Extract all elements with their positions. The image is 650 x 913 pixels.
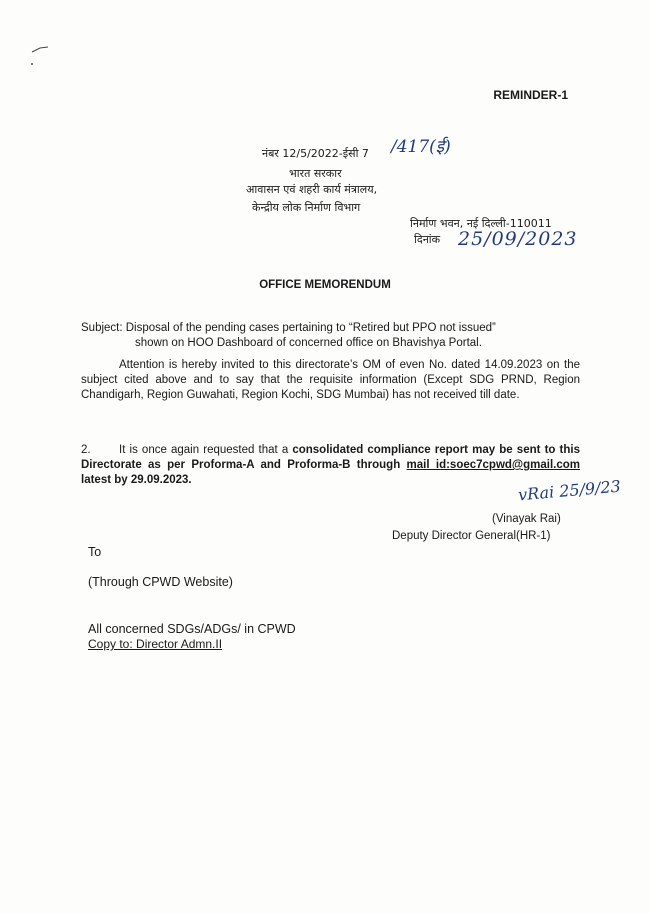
subject-line-2: shown on HOO Dashboard of concerned office on Bhavishya Portal.: [135, 337, 482, 349]
memo-title: OFFICE MEMORENDUM: [259, 279, 391, 291]
date-label: दिनांक: [414, 233, 441, 246]
signature-scrawl: vRai 25/9/23: [517, 476, 622, 505]
paragraph-2-bold: consolidated compliance report may be sent to this Directorate as per Proforma-A and Proforma-B through: [81, 444, 580, 471]
date-handwritten: 25/09/2023: [458, 228, 578, 250]
paragraph-1: Attention is hereby invited to this directorate’s OM of even No. dated 14.09.2023 on the subject cited above and to say that the requisite information (Except SDG PRND, Region Chandigarh, Region Guwahati, Region Kochi, SDG Mumbai) has not received till date.: [81, 359, 580, 401]
signatory-name: (Vinayak Rai): [492, 513, 561, 525]
subject-block: [81, 321, 581, 351]
paragraph-2-plain: It is once again requested that a: [119, 444, 293, 456]
reminder-label: REMINDER-1: [493, 88, 568, 102]
government-name: भारत सरकार: [289, 167, 342, 180]
scan-mark: [30, 42, 60, 72]
signatory-designation: Deputy Director General(HR-1): [392, 530, 551, 542]
through-line: (Through CPWD Website): [88, 575, 233, 589]
to-label: To: [88, 545, 102, 559]
copy-to-line: Copy to: Director Admn.II: [88, 637, 223, 651]
office-address: निर्माण भवन, नई दिल्ली-110011: [410, 217, 552, 230]
reference-handwritten: /417(ई): [391, 137, 451, 157]
reference-number: नंबर 12/5/2022-ईसी 7: [262, 147, 369, 160]
subject-line-1: Subject: Disposal of the pending cases pertaining to “Retired but PPO not issued”: [81, 322, 496, 334]
paragraph-2-deadline: latest by 29.09.2023.: [81, 474, 192, 486]
paragraph-2: [81, 443, 580, 488]
ministry-name: आवासन एवं शहरी कार्य मंत्रालय,: [246, 183, 378, 196]
recipients-line: All concerned SDGs/ADGs/ in CPWD: [88, 622, 296, 636]
department-name: केन्द्रीय लोक निर्माण विभाग: [252, 201, 361, 214]
email-link[interactable]: mail id:soec7cpwd@gmail.com: [406, 459, 581, 471]
paragraph-number: 2.: [81, 444, 91, 456]
